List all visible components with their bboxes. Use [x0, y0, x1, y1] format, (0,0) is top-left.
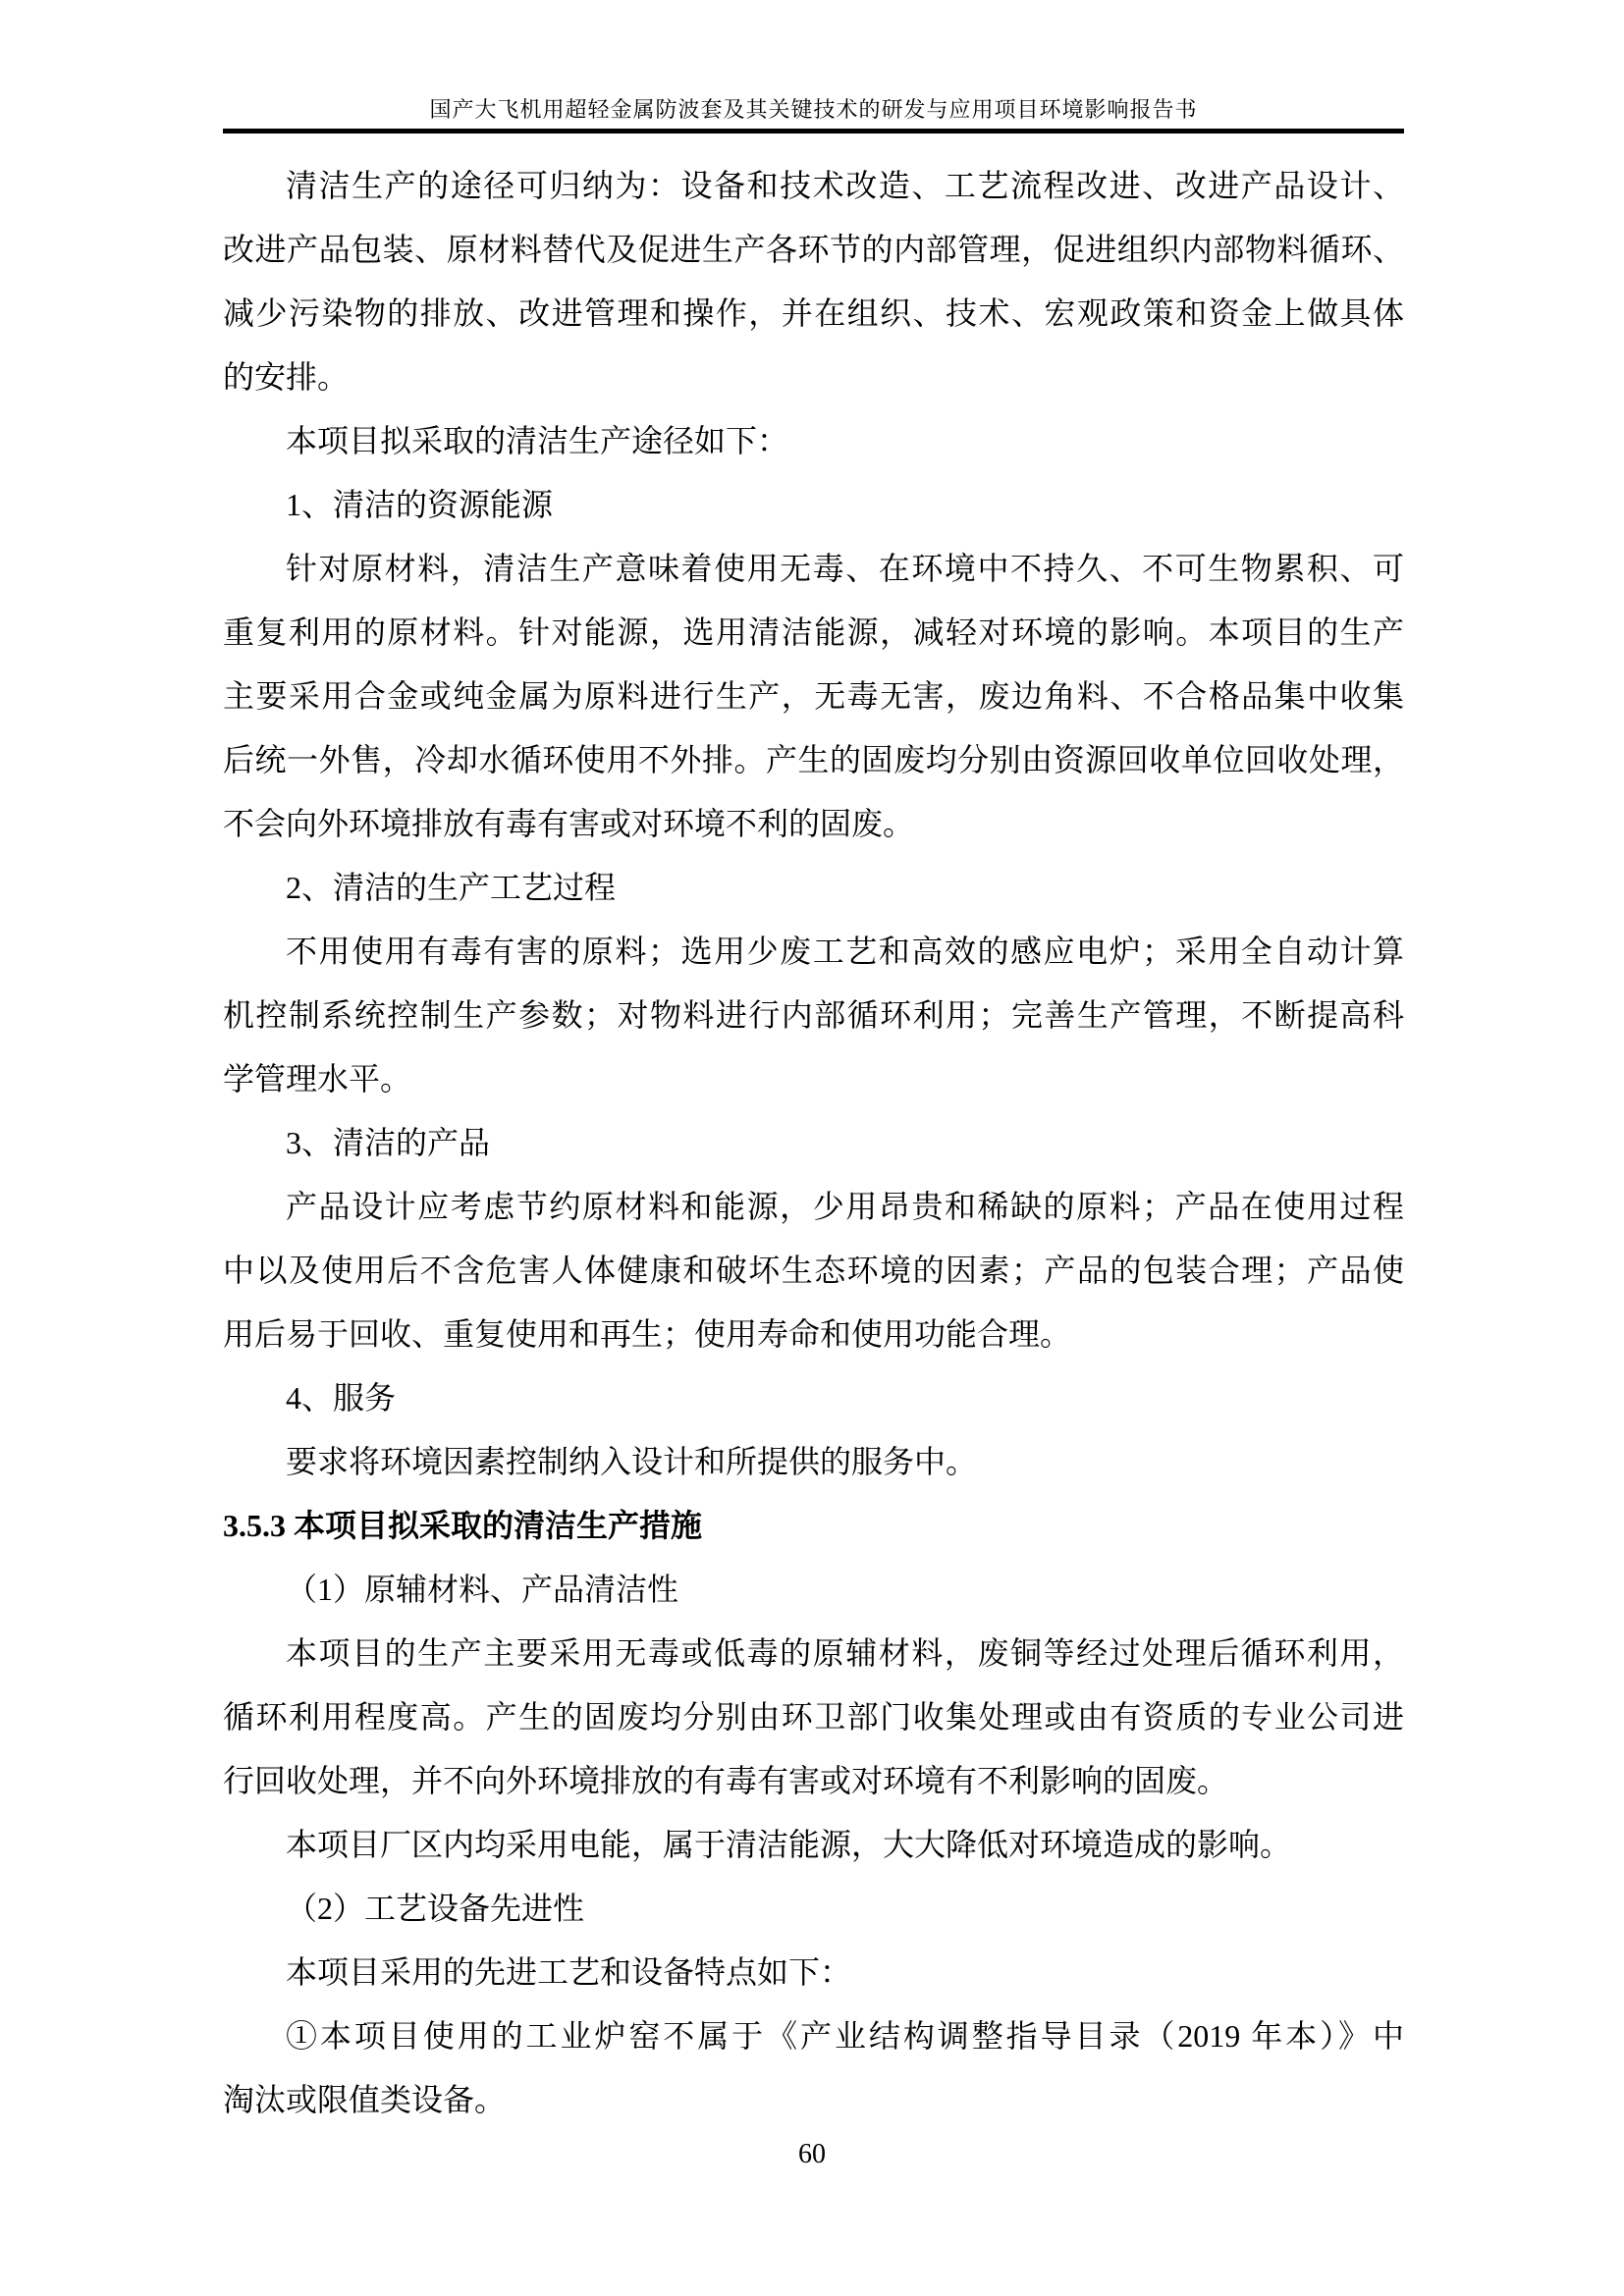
paragraph [223, 154, 1404, 409]
paragraph [223, 1175, 1404, 1366]
text-line: 不会向外环境排放有毒有害或对环境不利的固废。 [223, 806, 915, 841]
text-line: 减少污染物的排放、改进管理和操作，并在组织、技术、宏观政策和资金上做具体 [223, 295, 1404, 331]
paragraph [223, 1941, 1404, 2004]
paragraph [223, 409, 1404, 473]
text-line: 本项目厂区内均采用电能，属于清洁能源，大大降低对环境造成的影响。 [286, 1827, 1292, 1862]
paragraph [223, 1366, 1404, 1430]
text-line: （1）原辅材料、产品清洁性 [286, 1572, 679, 1607]
paragraph [223, 537, 1404, 856]
text-line: 不用使用有毒有害的原料；选用少废工艺和高效的感应电炉；采用全自动计算 [286, 934, 1404, 969]
text-line: 循环利用程度高。产生的固废均分别由环卫部门收集处理或由有资质的专业公司进 [223, 1699, 1404, 1735]
header-title: 国产大飞机用超轻金属防波套及其关键技术的研发与应用项目环境影响报告书 [429, 97, 1198, 122]
text-line: 重复利用的原材料。针对能源，选用清洁能源，减轻对环境的影响。本项目的生产 [223, 614, 1404, 650]
text-line: 学管理水平。 [223, 1061, 412, 1096]
text-line: 清洁生产的途径可归纳为：设备和技术改造、工艺流程改进、改进产品设计、 [286, 168, 1404, 203]
text-line: 机控制系统控制生产参数；对物料进行内部循环利用；完善生产管理，不断提高科 [223, 997, 1404, 1033]
paragraph [223, 1622, 1404, 1813]
paragraph [223, 920, 1404, 1111]
text-line: 1、清洁的资源能源 [286, 487, 554, 522]
text-line: 用后易于回收、重复使用和再生；使用寿命和使用功能合理。 [223, 1316, 1072, 1352]
text-line: 本项目拟采取的清洁生产途径如下： [286, 423, 789, 458]
text-line: 要求将环境因素控制纳入设计和所提供的服务中。 [286, 1444, 978, 1479]
text-line: 2、清洁的生产工艺过程 [286, 870, 617, 905]
paragraph [223, 1430, 1404, 1494]
text-line: 行回收处理，并不向外环境排放的有毒有害或对环境有不利影响的固废。 [223, 1763, 1229, 1798]
text-line: 本项目的生产主要采用无毒或低毒的原辅材料，废铜等经过处理后循环利用， [286, 1635, 1404, 1671]
paragraph [223, 1877, 1404, 1941]
section-heading [223, 1494, 1404, 1558]
document-body [223, 154, 1404, 2132]
text-line: 中以及使用后不含危害人体健康和破坏生态环境的因素；产品的包装合理；产品使 [223, 1253, 1404, 1288]
text-line: 4、服务 [286, 1380, 397, 1415]
page-header [223, 0, 1404, 133]
paragraph [223, 1813, 1404, 1877]
text-line: 改进产品包装、原材料替代及促进生产各环节的内部管理，促进组织内部物料循环、 [223, 232, 1404, 267]
text-line: 针对原材料，清洁生产意味着使用无毒、在环境中不持久、不可生物累积、可 [286, 551, 1404, 586]
paragraph [223, 473, 1404, 537]
text-line: 3.5.3 本项目拟采取的清洁生产措施 [223, 1508, 703, 1543]
text-line: 本项目采用的先进工艺和设备特点如下： [286, 1954, 852, 1990]
text-line: （2）工艺设备先进性 [286, 1891, 585, 1926]
text-line: 产品设计应考虑节约原材料和能源，少用昂贵和稀缺的原料；产品在使用过程 [286, 1189, 1404, 1224]
paragraph [223, 1558, 1404, 1622]
page-number: 60 [798, 2139, 826, 2169]
paragraph [223, 856, 1404, 920]
text-line: 后统一外售，冷却水循环使用不外排。产生的固废均分别由资源回收单位回收处理， [223, 742, 1404, 777]
paragraph [223, 2004, 1404, 2132]
header-rule [223, 129, 1404, 133]
paragraph [223, 1111, 1404, 1175]
text-line: 淘汰或限值类设备。 [223, 2082, 507, 2117]
page-footer [0, 2138, 1624, 2171]
text-line: ①本项目使用的工业炉窑不属于《产业结构调整指导目录（2019 年本）》中 [286, 2018, 1404, 2054]
text-line: 的安排。 [223, 359, 350, 395]
text-line: 主要采用合金或纯金属为原料进行生产，无毒无害，废边角料、不合格品集中收集 [223, 678, 1404, 714]
text-line: 3、清洁的产品 [286, 1125, 491, 1160]
